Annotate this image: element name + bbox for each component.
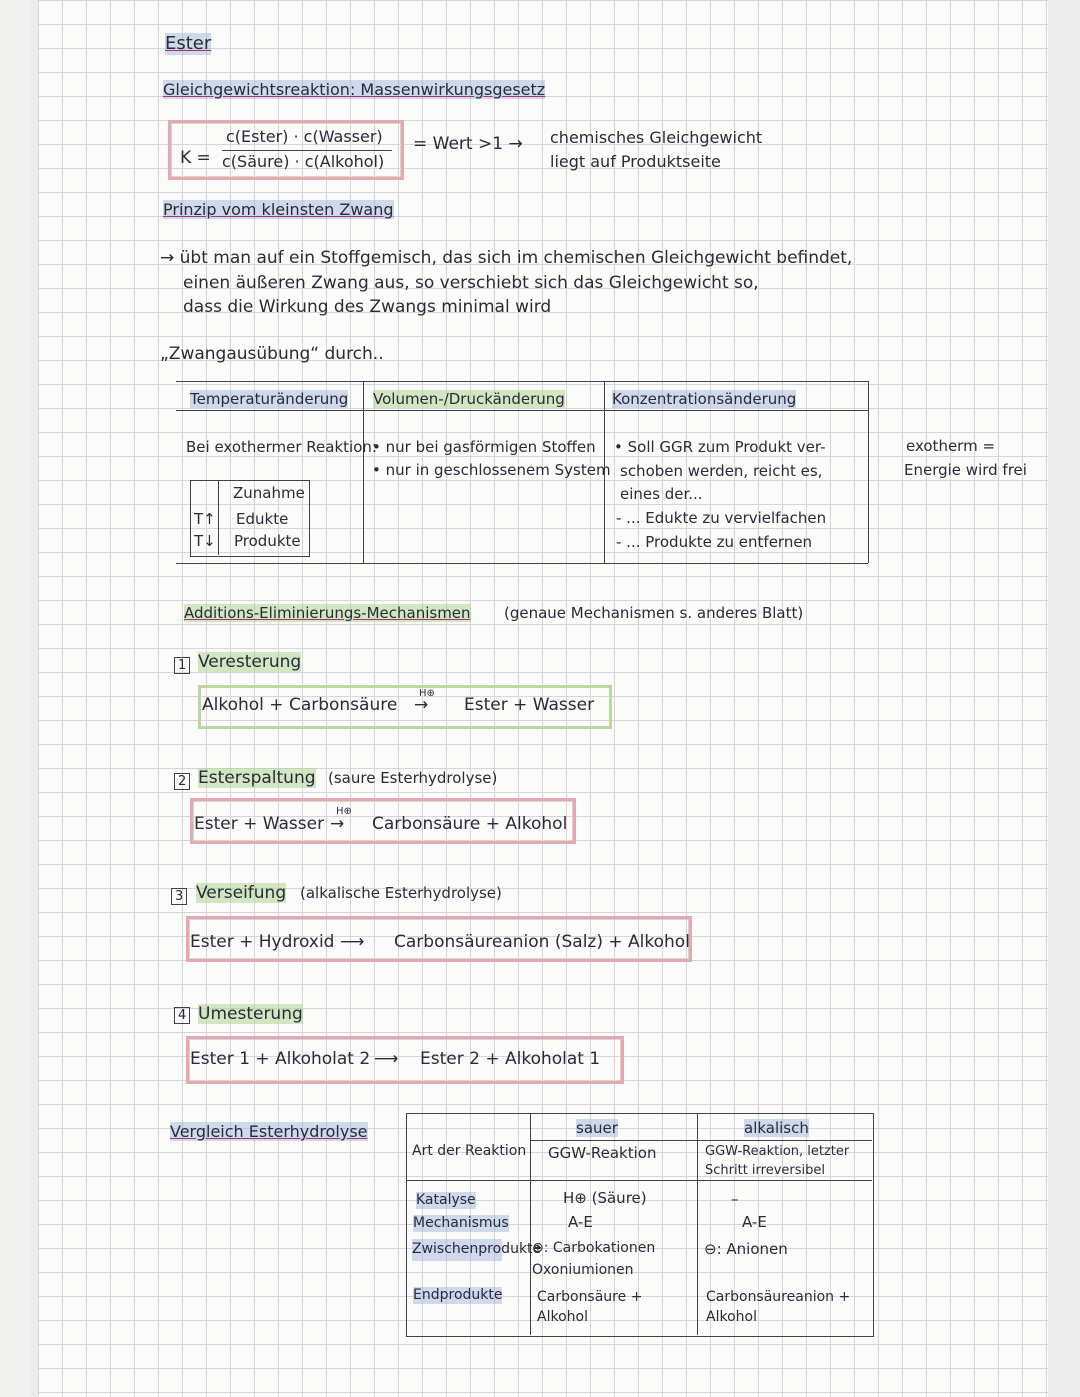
- mechanism-1-right: Ester + Wasser: [464, 695, 595, 715]
- row-sauer-zwischenprodukte: ⊕: Carbokationen Oxoniumionen: [532, 1240, 656, 1278]
- mini-header: Zunahme: [233, 484, 305, 502]
- header-konzentration: Konzentrationsänderung: [612, 390, 797, 408]
- table-divider: [363, 381, 364, 563]
- mechanism-1-left: Alkohol + Carbonsäure: [202, 695, 398, 715]
- konz-line1: • Soll GGR zum Produkt ver-: [614, 438, 826, 456]
- page-title: Ester: [165, 33, 212, 54]
- konz-line4: - ... Edukte zu vervielfachen: [616, 509, 827, 527]
- konz-line5: - ... Produkte zu entfernen: [616, 533, 813, 551]
- col-alkalisch: alkalisch: [744, 1119, 809, 1137]
- table-top-line: [176, 381, 868, 382]
- mechanism-4-right: Ester 2 + Alkoholat 1: [420, 1049, 601, 1069]
- row-sauer-endprodukte: Carbonsäure + Alkohol: [537, 1289, 643, 1326]
- zwang-intro: „Zwangausübung“ durch..: [160, 344, 384, 364]
- prinzip-heading: Prinzip vom kleinsten Zwang: [163, 200, 394, 219]
- fraction-line: [222, 150, 392, 151]
- mechanism-1-arrow-label: H⊕: [419, 688, 435, 699]
- mechanism-3-number: [171, 885, 187, 905]
- mechanism-1-title: Veresterung: [198, 652, 302, 672]
- vergleich-header-line: [530, 1140, 872, 1141]
- mechanism-4-arrow: ⟶: [374, 1049, 399, 1069]
- mechanism-2-right: Carbonsäure + Alkohol: [372, 814, 568, 834]
- volumen-line1: • nur bei gasförmigen Stoffen: [372, 438, 596, 456]
- mechanism-2-left: Ester + Wasser: [194, 814, 325, 834]
- mechanism-1-number: [174, 654, 190, 674]
- row-sauer-art: GGW-Reaktion: [548, 1144, 657, 1162]
- prinzip-line3: dass die Wirkung des Zwangs minimal wird: [183, 297, 552, 317]
- k-note-line1: chemisches Gleichgewicht: [550, 128, 763, 147]
- vergleich-heading: Vergleich Esterhydrolyse: [170, 1122, 368, 1141]
- row-label-mechanismus: Mechanismus: [413, 1215, 509, 1231]
- k-label: K =: [180, 148, 211, 168]
- mechanism-4-number: [174, 1004, 190, 1024]
- mechanism-3-subtitle: (alkalische Esterhydrolyse): [300, 884, 502, 902]
- mechanism-3-arrow: ⟶: [340, 932, 365, 952]
- gleichgewicht-heading: Gleichgewichtsreaktion: Massenwirkungsgesetz: [163, 80, 546, 99]
- mechanism-2-num: 2: [174, 773, 190, 790]
- table-bottom-line: [176, 563, 868, 564]
- mechanism-3-right: Carbonsäureanion (Salz) + Alkohol: [394, 932, 690, 952]
- konz-line2: schoben werden, reicht es,: [620, 462, 823, 480]
- k-result: = Wert >1 →: [413, 134, 523, 154]
- vergleich-divider: [530, 1113, 531, 1335]
- mechanism-3-title: Verseifung: [196, 883, 287, 903]
- mini-table-divider: [218, 480, 219, 555]
- row-alkalisch-zwischenprodukte: ⊖: Anionen: [704, 1240, 788, 1258]
- volumen-line2: • nur in geschlossenem System: [372, 461, 611, 479]
- mechanism-4-title: Umesterung: [198, 1004, 303, 1024]
- mini-row1-arrows: T↑: [194, 510, 216, 528]
- konz-line3: eines der...: [620, 485, 703, 503]
- row-alkalisch-mechanismus: A-E: [742, 1213, 767, 1231]
- mini-row2-arrows: T↓: [194, 532, 216, 550]
- header-temperatur: Temperaturänderung: [190, 390, 349, 408]
- exotherm-label: Bei exothermer Reaktion:: [186, 438, 377, 456]
- row-sauer-katalyse: H⊕ (Säure): [563, 1189, 647, 1207]
- table-divider: [868, 381, 869, 563]
- mechanismen-note: (genaue Mechanismen s. anderes Blatt): [504, 604, 804, 622]
- mechanism-1-arrow: →: [414, 695, 429, 715]
- mechanism-4-left: Ester 1 + Alkoholat 2: [190, 1049, 371, 1069]
- prinzip-line2: einen äußeren Zwang aus, so verschiebt sich das Gleichgewicht so,: [183, 273, 759, 293]
- k-denominator: c(Säure) · c(Alkohol): [222, 152, 385, 171]
- row-label-katalyse: Katalyse: [416, 1192, 476, 1208]
- side-note-line1: exotherm =: [906, 437, 996, 455]
- k-numerator: c(Ester) · c(Wasser): [226, 127, 383, 146]
- page-margin-strip: [0, 0, 30, 1397]
- mini-row2-label: Produkte: [234, 532, 301, 550]
- row-label-art: Art der Reaktion: [412, 1143, 527, 1159]
- k-note-line2: liegt auf Produktseite: [550, 152, 721, 171]
- row-label-endprodukte: Endprodukte: [413, 1287, 503, 1303]
- header-volumen: Volumen-/Druckänderung: [373, 390, 565, 408]
- side-note-line2: Energie wird frei: [904, 461, 1027, 479]
- mechanism-1-num: 1: [174, 657, 190, 674]
- prinzip-line1: → übt man auf ein Stoffgemisch, das sich im chemischen Gleichgewicht befindet,: [160, 248, 853, 268]
- vergleich-divider: [697, 1113, 698, 1335]
- grid-paper-page: [38, 0, 1048, 1397]
- mechanism-2-arrow: →: [330, 814, 345, 834]
- mechanism-3-num: 3: [171, 888, 187, 905]
- mechanism-3-left: Ester + Hydroxid: [190, 932, 335, 952]
- mechanism-2-title: Esterspaltung: [198, 768, 316, 788]
- mechanismen-heading: Additions-Eliminierungs-Mechanismen: [184, 604, 471, 622]
- mechanism-2-arrow-label: H⊕: [336, 806, 352, 817]
- row-sauer-mechanismus: A-E: [568, 1213, 593, 1231]
- row-alkalisch-endprodukte: Carbonsäureanion + Alkohol: [706, 1289, 851, 1326]
- row-label-zwischenprodukte: Zwischenprodukte: [412, 1239, 502, 1261]
- col-sauer: sauer: [576, 1119, 618, 1137]
- mechanism-2-number: [174, 770, 190, 790]
- table-header-line: [176, 410, 868, 411]
- row-alkalisch-art: GGW-Reaktion, letzter Schritt irreversibel: [705, 1144, 850, 1178]
- mechanism-2-subtitle: (saure Esterhydrolyse): [328, 769, 498, 787]
- mini-row1-label: Edukte: [236, 510, 289, 528]
- row-alkalisch-katalyse: –: [731, 1190, 739, 1208]
- mechanism-4-num: 4: [174, 1007, 190, 1024]
